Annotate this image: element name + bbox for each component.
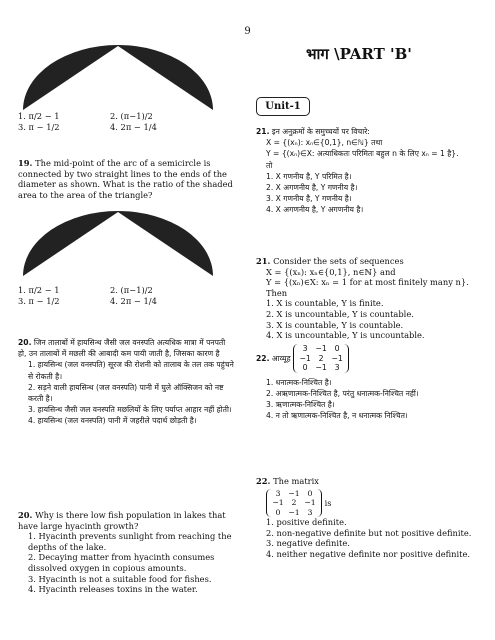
matrix-cell: 0: [334, 344, 340, 353]
matrix: [266, 489, 322, 518]
option-2[interactable]: 2. अऋणात्मक-निश्चित है, परंतु धनात्मक-निश्चित नहीं।: [266, 388, 419, 398]
option-4[interactable]: 4. हायसिन्थ (जल वनस्पति) पानी में जहरीले पदार्थ छोड़ती है।: [28, 416, 197, 426]
matrix-cell: 0: [307, 488, 313, 498]
option-4[interactable]: 4. neither negative definite nor positive definite.: [266, 548, 471, 559]
question-19: [18, 158, 236, 200]
question-number: 19.: [18, 158, 33, 168]
option-2[interactable]: 2. Decaying matter from hyacinth consumes dissolved oxygen in copious amounts.: [28, 552, 215, 573]
option-1[interactable]: 1. Hyacinth prevents sunlight from reaching the depths of the lake.: [28, 531, 232, 552]
question-21-english: [256, 256, 478, 341]
matrix-cell: 3: [307, 507, 313, 517]
question-text: Consider the sets of sequences: [273, 256, 404, 266]
matrix-cell: −1: [331, 353, 343, 363]
then-label: Then: [266, 287, 288, 298]
semicircle-figure-top: [18, 40, 218, 112]
set-x-definition: X = {(xₙ): xₙ∈{0,1}, n∈ℕ} तथा: [266, 138, 383, 148]
page-number: 9: [244, 26, 251, 37]
matrix-cell: −1: [299, 353, 311, 363]
semicircle-figure-q19: [18, 206, 218, 278]
set-y-definition: Y = {(xₙ)∈X: xₙ = 1 for at most finitely many n}.: [266, 277, 469, 288]
option-3[interactable]: 3. X is countable, Y is countable.: [266, 319, 404, 330]
option-4[interactable]: 4. Hyacinth releases toxins in the water.: [28, 584, 198, 595]
option-2[interactable]: 2. (π−1)/2: [110, 285, 153, 295]
option-3[interactable]: 3. हायसिन्थ जैसी जल वनस्पति मछलियों के लिए पर्याप्त आहार नहीं होती।: [28, 405, 232, 415]
matrix-cell: −1: [288, 488, 300, 498]
option-4[interactable]: 4. 2π − 1/4: [110, 122, 157, 132]
matrix-cell: 2: [318, 353, 324, 363]
unit-label: Unit-1: [256, 97, 310, 116]
option-2[interactable]: 2. non-negative definite but not positive definite.: [266, 527, 472, 538]
set-x-definition: X = {(xₙ): xₙ∈{0,1}, n∈ℕ} and: [266, 266, 396, 277]
option-3[interactable]: 3. π − 1/2: [18, 122, 60, 132]
matrix-cell: 0: [275, 507, 281, 517]
option-4[interactable]: 4. न तो ऋणात्मक-निश्चित है, न धनात्मक निश्चित।: [266, 411, 408, 421]
option-3[interactable]: 3. ऋणात्मक-निश्चित है।: [266, 399, 335, 409]
option-3[interactable]: 3. X गणनीय है, Y गणनीय है।: [266, 194, 352, 204]
matrix-label: आव्यूह: [271, 353, 291, 363]
option-2[interactable]: 2. सड़ने वाली हायसिन्थ (जल वनस्पति) पानी में घुले ऑक्सिजन को नष्ट करती है।: [28, 382, 224, 404]
set-y-definition: Y = {(xₙ)∈X: अत्याधिकतः परिमितः बहुल n के लिए xₙ = 1 है}.: [266, 149, 459, 159]
question-text: The matrix: [273, 476, 319, 486]
option-1[interactable]: 1. positive definite.: [266, 517, 347, 528]
matrix-cell: 3: [334, 363, 340, 372]
matrix-cell: 3: [302, 344, 308, 353]
matrix: [293, 344, 349, 373]
question-text: इन अनुक्रमों के समुच्चयों पर विचारे:: [271, 127, 370, 136]
option-1[interactable]: 1. X गणनीय है, Y परिमित है।: [266, 171, 352, 181]
question-number: 22.: [256, 353, 270, 363]
question-21-hindi: [256, 126, 478, 216]
option-1[interactable]: 1. π/2 − 1: [18, 285, 60, 295]
option-1[interactable]: 1. हायसिन्थ (जल वनस्पति) सूरज की रोशनी को तालाब के तल तक पहुंचने से रोकती है।: [28, 360, 234, 381]
option-4[interactable]: 4. X is uncountable, Y is uncountable.: [266, 330, 425, 341]
question-number: 20.: [18, 338, 32, 347]
option-4[interactable]: 4. 2π − 1/4: [110, 296, 157, 306]
question-number: 20.: [18, 510, 33, 520]
option-1[interactable]: 1. धनात्मक-निश्चित है।: [266, 377, 332, 387]
option-3[interactable]: 3. negative definite.: [266, 538, 350, 549]
is-label: is: [324, 497, 332, 508]
then-label: तो: [266, 160, 273, 170]
option-1[interactable]: 1. π/2 − 1: [18, 111, 60, 121]
question-number: 21.: [256, 127, 270, 136]
question-text: The mid-point of the arc of a semicircle is connected by two straight lines to the ends of the diameter as shown. What is the ratio of the shaded area to the area of the triangle?: [18, 158, 233, 200]
question-number: 21.: [256, 256, 271, 266]
option-2[interactable]: 2. (π−1)/2: [110, 111, 153, 121]
matrix-cell: 3: [275, 488, 281, 498]
question-22-hindi: [256, 344, 478, 421]
matrix-cell: −1: [304, 498, 316, 508]
option-4[interactable]: 4. X अगणनीय है, Y अगणनीय है।: [266, 205, 364, 215]
figure-top-options: [18, 111, 236, 133]
matrix-cell: −1: [288, 507, 300, 517]
matrix-cell: −1: [315, 344, 327, 353]
question-20-english: [18, 510, 236, 595]
part-heading: भाग \PART 'B': [306, 45, 412, 63]
option-3[interactable]: 3. π − 1/2: [18, 296, 60, 306]
matrix-cell: 2: [291, 498, 297, 508]
matrix-cell: 0: [302, 363, 308, 372]
question-text: जिन तालाबों में हायसिन्थ जैसी जल वनस्पति अत्यधिक मात्रा में पनपती हो, उन तालाबों में मछली की आबादी कम पायी जाती है, जिसका कारण है: [18, 338, 226, 359]
option-1[interactable]: 1. X is countable, Y is finite.: [266, 298, 384, 309]
question-22-english: [256, 476, 478, 559]
option-2[interactable]: 2. X is uncountable, Y is countable.: [266, 308, 414, 319]
q19-options: [18, 285, 236, 307]
matrix-cell: −1: [272, 498, 284, 508]
question-20-hindi: [18, 337, 236, 427]
option-3[interactable]: 3. Hyacinth is not a suitable food for fishes.: [28, 573, 212, 584]
question-number: 22.: [256, 476, 271, 486]
matrix-cell: −1: [315, 363, 327, 372]
question-text: Why is there low fish population in lakes that have large hyacinth growth?: [18, 510, 226, 531]
option-2[interactable]: 2. X अगणनीय है, Y गणनीय है।: [266, 183, 358, 193]
